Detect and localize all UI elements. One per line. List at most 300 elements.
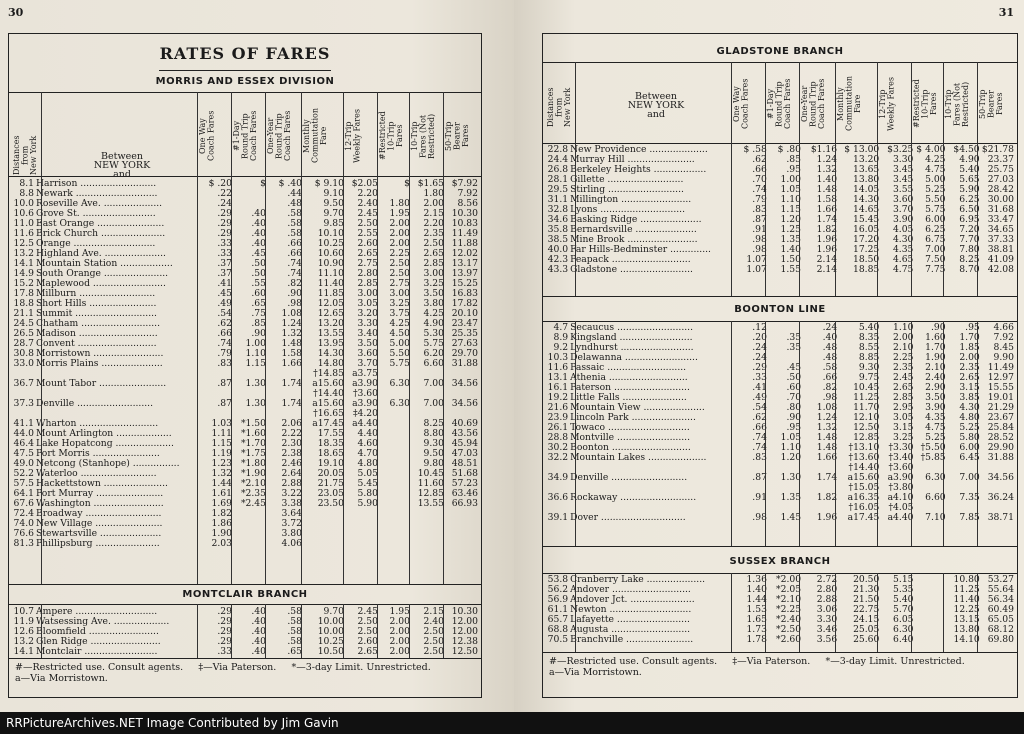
fare-cell: 1.95 [389, 607, 410, 617]
fare-cell [379, 429, 411, 439]
fare-cell: a17.45 [312, 419, 344, 429]
fare-cell: 13.55 [317, 329, 344, 339]
fare-cell: 1.58 [281, 349, 302, 359]
header-bottom-rule [543, 143, 1017, 144]
header-top-rule [543, 62, 1017, 63]
fare-cell: 9.70 [323, 209, 344, 219]
fare-cell: 3.85 [959, 393, 980, 403]
fare-cell: 1.45 [780, 513, 802, 523]
fare-cell: 11.70 [853, 403, 880, 413]
fare-cell: 15.25 [451, 279, 478, 289]
fare-cell: 13.80 [953, 625, 980, 635]
footnote-paterson: ‡—Via Paterson. [198, 662, 277, 673]
fare-cell: 1.40 [816, 175, 838, 185]
column-rule [409, 604, 410, 658]
fare-cell [233, 369, 267, 379]
fare-cell: 2.40 [423, 617, 444, 627]
fare-cell: 7.35 [959, 493, 980, 503]
fare-cell: 4.30 [892, 235, 914, 245]
fare-column-header: #1-Day Round Trip Coach Fares [232, 110, 258, 162]
fare-cell: 3.38 [281, 499, 302, 509]
fare-cell [233, 539, 267, 549]
fare-cell: 4.66 [993, 323, 1014, 333]
distance-cell: 56.2 [547, 585, 569, 595]
fare-cell: 1.44 [746, 595, 767, 605]
fare-cell [411, 519, 445, 529]
fare-cell: 4.90 [423, 319, 444, 329]
distance-cell: 10.3 [547, 353, 569, 363]
distance-cell: 43.3 [547, 265, 569, 275]
fare-cell: 15.45 [852, 215, 880, 225]
fare-cell: .74 [752, 185, 767, 195]
column-rule [799, 62, 800, 296]
fare-cell: 10.30 [451, 209, 478, 219]
fare-cell: 2.85 [893, 393, 914, 403]
fare-cell: 19.10 [317, 459, 344, 469]
fare-cell: 42.08 [987, 265, 1014, 275]
table-row [545, 635, 1015, 645]
fare-cell: 3.00 [389, 289, 410, 299]
fare-cell: 4.35 [892, 245, 914, 255]
fare-cell: .40 [822, 333, 838, 343]
column-rule [877, 62, 878, 296]
fare-cell: .24 [822, 323, 838, 333]
fare-cell: 4.75 [925, 423, 946, 433]
fare-cell: 1.90 [211, 529, 232, 539]
fare-cell [947, 463, 981, 473]
fare-cell: .49 [217, 299, 232, 309]
fare-cell: 13.15 [953, 615, 980, 625]
distance-header: Distances from New York [546, 87, 572, 127]
fare-column-header: 12-Trip Weekly Fares [878, 77, 896, 131]
table-row [545, 383, 1015, 393]
fare-cell [379, 489, 411, 499]
fare-cell: 13.97 [451, 269, 478, 279]
montclair-title: MONTCLAIR BRANCH [182, 589, 308, 600]
column-rule [835, 573, 836, 652]
boonton-top-rule [543, 296, 1017, 297]
fare-cell: .45 [217, 289, 232, 299]
fare-cell [768, 323, 802, 333]
fare-cell: 2.20 [357, 189, 378, 199]
fare-cell: 1.08 [816, 403, 838, 413]
fare-cell: †13.10 [848, 443, 880, 453]
fare-cell: 3.15 [893, 423, 914, 433]
station-cell: Hackettstown ...................... [36, 479, 168, 489]
fare-cell: 5.90 [357, 499, 378, 509]
table-row [545, 493, 1015, 503]
fare-cell [379, 479, 411, 489]
fare-cell: 25.05 [853, 625, 880, 635]
fare-cell [915, 585, 947, 595]
fare-cell: 12.25 [953, 605, 980, 615]
table-row [545, 353, 1015, 363]
fare-cell: 2.30 [281, 439, 302, 449]
fare-cell: 2.10 [925, 363, 946, 373]
table-row [545, 575, 1015, 585]
fare-cell: .29 [217, 637, 232, 647]
column-rule [835, 62, 836, 296]
table-row [545, 615, 1015, 625]
fare-cell: 68.12 [987, 625, 1014, 635]
column-rule [575, 573, 576, 652]
fare-cell: .66 [287, 239, 302, 249]
distance-cell: 41.1 [13, 419, 34, 429]
fare-cell: .83 [752, 453, 767, 463]
fare-cell: 38.71 [987, 513, 1014, 523]
fare-cell: 1.10 [780, 443, 802, 453]
fare-cell: 1.11 [211, 429, 232, 439]
distance-cell: 26.8 [547, 165, 569, 175]
fare-cell: 8.56 [457, 199, 478, 209]
fare-cell: 2.72 [816, 575, 838, 585]
fare-cell: 8.70 [959, 265, 980, 275]
fare-cell: 4.75 [892, 265, 914, 275]
station-cell: Maplewood ......................... [36, 279, 166, 289]
fare-cell: 2.06 [281, 419, 302, 429]
column-rule [575, 321, 576, 546]
station-cell: Broadway .......................... [36, 509, 162, 519]
fare-cell: 1.32 [816, 423, 838, 433]
fare-cell: .40 [251, 219, 266, 229]
fare-cell: 17.25 [852, 245, 880, 255]
fare-cell: a15.60 [312, 379, 344, 389]
boonton-table [545, 323, 1015, 523]
fare-cell: 9.90 [993, 353, 1014, 363]
station-cell: Short Hills ....................... [36, 299, 157, 309]
station-cell: Roseville Ave. .................... [36, 199, 163, 209]
distance-cell: 74.0 [13, 519, 34, 529]
fare-cell: 2.00 [389, 617, 410, 627]
column-rule [409, 92, 410, 584]
boonton-title: BOONTON LINE [734, 304, 826, 315]
fare-cell [303, 519, 345, 529]
fare-cell: 11.25 [853, 393, 880, 403]
distance-cell: 56.9 [547, 595, 569, 605]
fare-cell: 10.25 [317, 637, 344, 647]
fare-cell: 25.35 [451, 329, 478, 339]
fare-cell: .87 [217, 379, 232, 389]
fare-cell: .58 [287, 219, 302, 229]
fare-cell: †16.05 [848, 503, 880, 513]
fare-cell: 4.05 [892, 225, 914, 235]
station-cell [35, 409, 199, 419]
fare-cell: .35 [786, 343, 802, 353]
fare-cell [445, 529, 479, 539]
fare-cell: 7.00 [959, 473, 980, 483]
station-cell: Mountain View ..................... [570, 403, 705, 413]
station-cell: Denville .......................... [570, 473, 688, 483]
table-row [545, 145, 1015, 155]
boonton-title-rule [543, 321, 1017, 322]
fare-cell: †14.40 [848, 463, 880, 473]
fare-cell: 2.65 [357, 647, 378, 657]
fare-cell: $7.92 [451, 179, 478, 189]
fare-cell: *2.10 [240, 479, 266, 489]
fare-cell: .79 [752, 195, 767, 205]
fare-cell: 5.15 [893, 575, 914, 585]
fare-cell: 9.75 [858, 373, 880, 383]
fare-cell: 1.05 [780, 185, 801, 195]
fare-cell: .12 [752, 323, 767, 333]
distance-cell: 46.4 [13, 439, 34, 449]
distance-cell: 14.9 [13, 269, 34, 279]
distance-cell: 52.2 [13, 469, 34, 479]
fare-cell: .24 [217, 199, 232, 209]
station-cell: Mount Tabor ....................... [36, 379, 167, 389]
fare-cell: 8.85 [858, 353, 880, 363]
fare-cell: 41.09 [987, 255, 1014, 265]
between-header: Between NEW YORK and [93, 151, 151, 180]
fare-cell: 9.30 [858, 363, 880, 373]
fare-cell: 3.90 [925, 403, 946, 413]
fare-cell: 11.49 [987, 363, 1014, 373]
table-row [545, 185, 1015, 195]
fare-cell: 29.90 [987, 443, 1014, 453]
fare-cell: $ .40 [278, 179, 302, 189]
fare-cell [303, 529, 345, 539]
fare-cell: a3.75 [352, 369, 378, 379]
fare-cell: 1.15 [245, 359, 266, 369]
fare-cell: .66 [752, 165, 767, 175]
station-cell: Brick Church ...................... [36, 229, 166, 239]
between-header: Between NEW YORK and [627, 91, 685, 120]
column-rule [575, 62, 576, 296]
fare-cell: 12.10 [853, 413, 880, 423]
distance-cell: 34.6 [547, 215, 569, 225]
fare-cell: 1.10 [893, 323, 914, 333]
fare-cell: .40 [251, 637, 266, 647]
fare-cell: ‡4.20 [352, 409, 378, 419]
montclair-title-rule [9, 604, 481, 605]
column-rule [41, 604, 42, 658]
station-cell: Watsessing Ave. ................... [36, 617, 170, 627]
fare-cell: 18.50 [852, 255, 880, 265]
station-cell: Highland Ave. ..................... [36, 249, 166, 259]
fare-cell: 2.80 [357, 269, 378, 279]
fare-column-header: One-Year Round Trip Coach Fares [800, 78, 826, 130]
fare-cell: 23.05 [317, 489, 344, 499]
station-cell [569, 463, 734, 473]
right-page [514, 0, 1024, 712]
fare-cell: 1.66 [816, 453, 838, 463]
fare-cell: .65 [287, 647, 302, 657]
fare-cell: .24 [752, 353, 767, 363]
distance-cell [11, 409, 35, 419]
fare-cell [267, 369, 303, 379]
fare-cell [947, 503, 981, 513]
table-row [545, 463, 1015, 473]
table-row [545, 453, 1015, 463]
fare-cell: 1.15 [780, 205, 801, 215]
distance-cell: 76.6 [13, 529, 34, 539]
fare-cell [411, 539, 445, 549]
fare-column-header: 50-Trip Bearer Fares [978, 89, 1004, 119]
fare-cell: 2.40 [925, 373, 946, 383]
station-cell [35, 389, 199, 399]
station-cell: Washington ........................ [36, 499, 164, 509]
left-page [0, 0, 514, 712]
fare-cell: 1.10 [245, 349, 266, 359]
fare-cell: 2.25 [389, 249, 410, 259]
footnote-restricted: #—Restricted use. Consult agents. [549, 656, 718, 667]
fare-cell: 10.25 [317, 239, 344, 249]
station-cell: New Providence .................... [570, 145, 708, 155]
distance-cell: 53.8 [547, 575, 569, 585]
station-cell: Summit ............................ [36, 309, 157, 319]
distance-cell: 26.5 [13, 329, 34, 339]
fare-cell: 2.50 [423, 647, 444, 657]
fare-cell: †14.85 [313, 369, 344, 379]
fare-cell: 3.22 [281, 489, 302, 499]
fare-cell [981, 503, 1015, 513]
fare-cell: *2.25 [776, 605, 802, 615]
fare-cell: 1.00 [780, 175, 801, 185]
table-row [545, 595, 1015, 605]
fare-cell: 2.10 [893, 343, 914, 353]
fare-cell: a4.10 [887, 493, 914, 503]
station-cell: Harrison .......................... [36, 179, 157, 189]
column-rule [231, 604, 232, 658]
fare-cell [947, 483, 981, 493]
fare-cell: .41 [217, 279, 232, 289]
fare-cell: 1.32 [211, 469, 232, 479]
fare-cell: 9.70 [323, 607, 344, 617]
fare-cell: 7.92 [457, 189, 478, 199]
fare-cell: 6.25 [925, 225, 946, 235]
fare-cell: 2.35 [893, 363, 914, 373]
column-rule [443, 604, 444, 658]
fare-cell: 6.00 [959, 443, 980, 453]
fare-cell [802, 483, 838, 493]
fare-cell: 28.42 [987, 185, 1014, 195]
distance-cell: 38.5 [547, 235, 569, 245]
column-rule [231, 92, 232, 584]
fare-cell: 6.50 [959, 205, 980, 215]
fare-cell: .40 [251, 239, 266, 249]
station-cell [569, 503, 734, 513]
fare-cell: †15.05 [848, 483, 880, 493]
fare-cell: 5.80 [959, 433, 980, 443]
fare-cell: 18.35 [317, 439, 344, 449]
fare-cell [411, 409, 445, 419]
fare-cell: 4.60 [357, 439, 378, 449]
fare-cell: 29.70 [451, 349, 478, 359]
fare-cell: .48 [822, 343, 838, 353]
fare-column-header: One Way Coach Fares [198, 110, 216, 162]
fare-cell: *2.05 [776, 585, 802, 595]
fare-cell: 11.49 [451, 229, 478, 239]
fare-cell: 65.05 [987, 615, 1014, 625]
fare-cell: 2.40 [357, 199, 378, 209]
distance-cell: 39.1 [547, 513, 569, 523]
column-rule [301, 92, 302, 584]
fare-cell: 3.90 [892, 215, 914, 225]
station-cell: Mountain Station .................. [36, 259, 173, 269]
fare-cell: 3.25 [423, 279, 444, 289]
montclair-top-rule [9, 584, 481, 585]
fare-cell: *1.50 [240, 419, 266, 429]
column-rule [265, 604, 266, 658]
fare-cell [379, 529, 411, 539]
fare-cell: 10.90 [317, 259, 344, 269]
column-rule [731, 62, 732, 296]
distance-cell: 32.2 [547, 453, 569, 463]
page-number: 31 [998, 6, 1014, 19]
distance-cell: 22.8 [547, 145, 569, 155]
fare-cell: 47.03 [451, 449, 478, 459]
fare-cell: .82 [822, 383, 838, 393]
station-cell: Murray Hill ....................... [570, 155, 695, 165]
fare-cell: 2.75 [357, 259, 378, 269]
fare-cell: 7.75 [925, 265, 946, 275]
fare-cell: 3.72 [281, 519, 302, 529]
station-cell: Orange ............................ [36, 239, 156, 249]
distance-cell: 13.2 [13, 249, 34, 259]
column-rule [799, 321, 800, 546]
fare-cell: 6.60 [925, 493, 946, 503]
station-cell: Wharton ........................... [36, 419, 159, 429]
station-cell: Lake Hopatcong .................... [36, 439, 174, 449]
fare-cell [303, 539, 345, 549]
fare-cell: .44 [287, 189, 302, 199]
fare-cell: 1.58 [816, 195, 838, 205]
fare-cell: 3.45 [892, 175, 914, 185]
distance-cell: 35.8 [547, 225, 569, 235]
fare-cell: 3.50 [925, 393, 946, 403]
fare-cell: 21.75 [317, 479, 344, 489]
fare-cell: .50 [251, 259, 266, 269]
fare-cell: 13.55 [417, 499, 444, 509]
station-cell: Secaucus .......................... [570, 323, 693, 333]
fare-cell [915, 605, 947, 615]
distance-cell: 37.3 [13, 399, 34, 409]
station-cell: Athenia ........................... [570, 373, 688, 383]
fare-cell [379, 409, 411, 419]
fare-cell: 20.05 [317, 469, 344, 479]
station-cell: Lyons ............................. [570, 205, 686, 215]
fare-cell: 10.60 [317, 249, 344, 259]
fare-cell: 6.30 [389, 399, 410, 409]
table-row [545, 413, 1015, 423]
fare-cell [445, 369, 479, 379]
fare-cell: 5.75 [423, 339, 444, 349]
station-cell: Lyndhurst ......................... [570, 343, 694, 353]
fare-cell: 12.05 [317, 299, 344, 309]
fare-cell: 10.45 [853, 383, 880, 393]
fare-cell: 5.80 [357, 489, 378, 499]
fare-cell: .74 [752, 443, 767, 453]
fare-cell: 23.50 [317, 499, 344, 509]
fare-cell: 4.30 [959, 403, 980, 413]
station-cell: Far Hills-Bedminster .............. [570, 245, 711, 255]
fare-cell: 10.10 [317, 229, 344, 239]
fare-cell: 1.23 [211, 459, 232, 469]
fare-cell: 16.05 [852, 225, 880, 235]
table-row [545, 165, 1015, 175]
fare-cell: 2.25 [893, 353, 914, 363]
fare-cell: .82 [287, 279, 302, 289]
station-cell: Ampere ............................ [36, 607, 158, 617]
fare-cell [233, 509, 267, 519]
fare-cell: 60.49 [987, 605, 1014, 615]
station-cell: Lafayette ......................... [570, 615, 690, 625]
fare-cell: .45 [786, 363, 802, 373]
footnote-restricted: #—Restricted use. Consult agents. [15, 662, 184, 673]
station-cell: New Village ....................... [36, 519, 163, 529]
table-row [545, 473, 1015, 483]
fare-cell: .83 [217, 359, 232, 369]
